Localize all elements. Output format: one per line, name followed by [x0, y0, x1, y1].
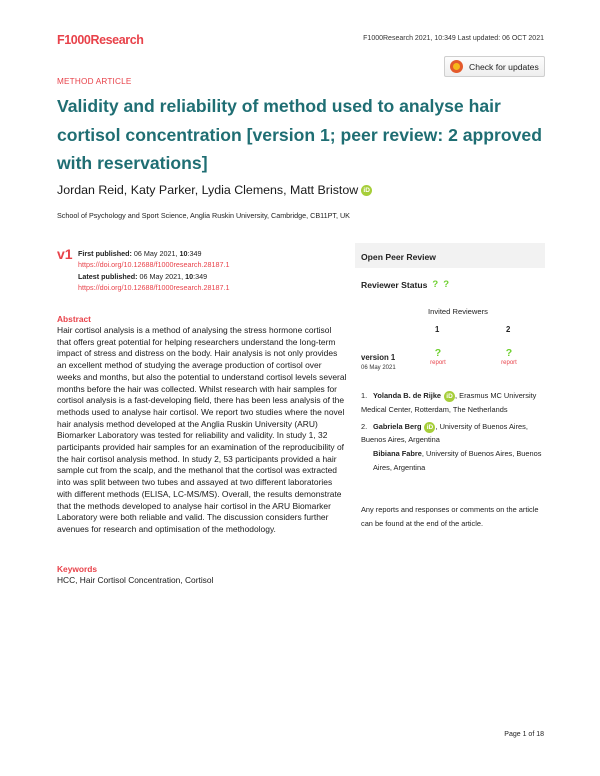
report-link-2[interactable]: report	[501, 360, 517, 366]
citation-line: F1000Research 2021, 10:349 Last updated: 06 OCT 2021	[363, 35, 544, 42]
review-cell-1[interactable]	[423, 347, 453, 366]
authors-text[interactable]: Jordan Reid, Katy Parker, Lydia Clemens, Matt Bristow	[57, 183, 359, 197]
latest-doi-link[interactable]: https://doi.org/10.12688/f1000research.28187.1	[78, 283, 230, 292]
latest-published-label: Latest published:	[78, 272, 138, 281]
reviewer-name[interactable]: Yolanda B. de Rijke	[373, 391, 442, 400]
latest-published-volume: 10	[185, 272, 194, 281]
review-cell-2[interactable]	[494, 347, 524, 366]
page-number: Page 1 of 18	[504, 731, 544, 738]
orcid-icon[interactable]: iD	[424, 422, 435, 433]
affiliation: School of Psychology and Sport Science, Anglia Ruskin University, Cambridge, CB11PT, UK	[57, 211, 350, 220]
latest-published-date: 06 May 2021,	[137, 272, 186, 281]
reviewer-number: 2.	[361, 421, 368, 431]
first-published	[78, 249, 201, 258]
article-type: METHOD ARTICLE	[57, 77, 132, 86]
invited-reviewers-label: Invited Reviewers	[428, 307, 488, 316]
version-date: 06 May 2021	[361, 365, 396, 371]
version-row	[361, 353, 396, 371]
first-published-page: :349	[187, 249, 202, 258]
journal-logo[interactable]: F1000Research	[57, 33, 144, 47]
reports-note: Any reports and responses or comments on the article can be found at the end of the article.	[361, 505, 539, 528]
co-reviewer-affiliation: , University of Buenos Aires, Buenos Aires, Argentina	[373, 449, 542, 472]
article-title: Validity and reliability of method used to analyse hair cortisol concentration [version 1; peer review: 2 approved with reservations]	[57, 96, 542, 173]
open-peer-review-heading: Open Peer Review	[355, 243, 545, 268]
first-published-volume: 10	[179, 249, 188, 258]
check-for-updates-button[interactable]	[444, 56, 545, 77]
status-mark-1: ?	[432, 279, 439, 290]
keywords-text: HCC, Hair Cortisol Concentration, Cortisol	[57, 575, 214, 585]
reviewer-affiliation: , Erasmus MC University Medical Center, Rotterdam, The Netherlands	[361, 391, 537, 414]
review-mark-1: ?	[434, 347, 442, 359]
first-doi-link[interactable]: https://doi.org/10.12688/f1000research.28187.1	[78, 260, 230, 269]
reviewer-item	[361, 420, 545, 475]
orcid-icon[interactable]: iD	[361, 185, 372, 196]
reviewer-list	[361, 389, 545, 475]
keywords-heading: Keywords	[57, 564, 98, 574]
first-published-label: First published:	[78, 249, 132, 258]
version-badge: v1	[57, 246, 73, 262]
check-for-updates-label: Check for updates	[469, 61, 539, 72]
reviewer-item	[361, 389, 545, 417]
co-reviewer	[361, 447, 545, 475]
latest-published	[78, 272, 207, 281]
reviewer-column-2: 2	[506, 325, 511, 334]
reviewer-affiliation: , University of Buenos Aires, Buenos Aires, Argentina	[361, 421, 528, 445]
first-published-date: 06 May 2021,	[131, 249, 180, 258]
abstract-text: Hair cortisol analysis is a method of analysing the stress hormone cortisol that offers great potential for helping researchers understand the long-term impact of stress and distress on the body. Hair analysis is not only provides an excellent method of studying the average production of cortisol over weeks and months, but also the potential to understand cortisol levels several months before the hair was collected. Whilst research with hair samples for cortisol analysis is a fast-developing field, there has been less analysis of the methods used to analyse hair cortisol. We report two studies where the novel hair analysis method developed at the Anglia Ruskin University (ARU) Biomarker Laboratory was tested for reliability and validity. In study 1, 32 participants provided hair samples for an examination of the reproducibility of the hair cortisol analysis method. In study 2, 53 participants provided a hair sample cut from the scalp, and the methanol that the cortisol was extracted into was split between two tubes and assayed at two different laboratories with different methods (ELISA, LC-MS/MS). Overall, the results demonstrate that the methods developed to analyse hair cortisol in the ARU Biomarker Laboratory were both reliable and valid. The discussion considers further avenues for research and optimisation of the methodology.	[57, 325, 347, 534]
co-reviewer-name[interactable]: Bibiana Fabre	[373, 449, 422, 459]
peer-review-panel	[355, 243, 545, 531]
author-list	[57, 183, 372, 197]
status-mark-2: ?	[443, 279, 450, 290]
reviewer-status	[361, 279, 449, 290]
reviewer-name[interactable]: Gabriela Berg	[373, 421, 422, 431]
version-label: version 1	[361, 353, 396, 362]
abstract-heading: Abstract	[57, 314, 91, 324]
report-link-1[interactable]: report	[430, 360, 446, 366]
latest-published-page: :349	[193, 272, 208, 281]
reviewer-status-label: Reviewer Status	[361, 279, 428, 290]
review-mark-2: ?	[505, 347, 513, 359]
reviewer-column-1: 1	[435, 325, 440, 334]
orcid-icon[interactable]: iD	[444, 391, 455, 402]
crossmark-icon	[450, 60, 463, 73]
reviewer-number: 1.	[361, 391, 368, 400]
